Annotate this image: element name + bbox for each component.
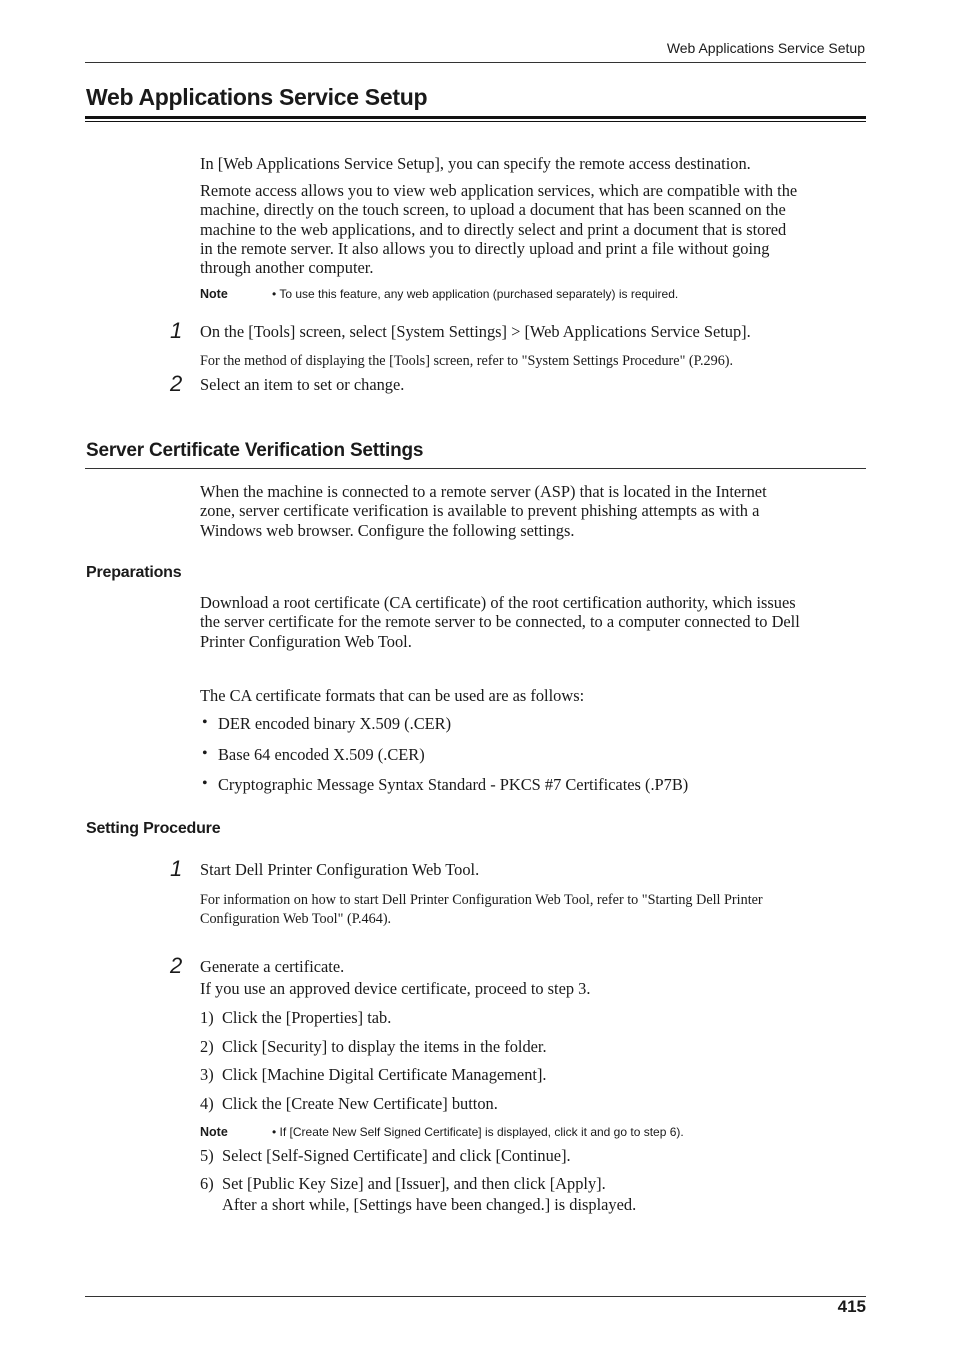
step-text: On the [Tools] screen, select [System Settings] > [Web Applications Service Setup]. (200, 322, 751, 341)
step-number: 2 (170, 953, 183, 978)
substep-text: Click the [Create New Certificate] button. (222, 1094, 498, 1113)
page-number: 415 (837, 1297, 866, 1316)
step-text: Select an item to set or change. (200, 375, 405, 394)
step-detail: For the method of displaying the [Tools] screen, refer to "System Settings Procedure" (P.296). (200, 353, 734, 369)
intro-line: Windows web browser. Configure the following settings. (200, 520, 575, 540)
note-text: • If [Create New Self Signed Certificate] is displayed, click it and go to step 6). (272, 1125, 684, 1139)
paragraph-line: the server certificate for the remote server to be connected, to a computer connected to Dell (200, 612, 800, 632)
substep-number: 3) (200, 1065, 214, 1084)
intro-line: through another computer. (200, 258, 374, 278)
intro-line: in the remote server. It also allows you to directly upload and print a file without going (200, 238, 770, 258)
step-detail (200, 891, 866, 929)
setting-procedure-heading: Setting Procedure (86, 820, 221, 837)
title-rule-thick (85, 116, 866, 119)
step-text-2: If you use an approved device certificate, proceed to step 3. (200, 979, 591, 998)
subsection-rule (85, 468, 866, 469)
subsection-intro (200, 482, 866, 540)
substep-text: Click the [Properties] tab. (222, 1008, 392, 1027)
intro-line: machine, directly on the touch screen, to upload a document that has been scanned on the (200, 200, 786, 220)
substep-number: 1) (200, 1008, 214, 1027)
title-rule-thin (85, 121, 866, 122)
intro-line: machine to the web applications, and to directly select and print a document that is stored (200, 219, 787, 239)
intro-paragraph-2 (200, 181, 866, 277)
header-rule (85, 62, 866, 63)
intro-line: Remote access allows you to view web application services, which are compatible with the (200, 181, 798, 200)
step-number: 1 (170, 318, 183, 343)
note-label: Note (200, 1125, 228, 1139)
note-text: • To use this feature, any web application (purchased separately) is required. (272, 287, 679, 301)
substep-text: Click [Security] to display the items in the folder. (222, 1037, 547, 1056)
substep-text: Select [Self-Signed Certificate] and click [Continue]. (222, 1146, 571, 1165)
bullet: • (202, 775, 208, 792)
note-label: Note (200, 287, 228, 301)
bullet: • (202, 745, 208, 762)
preparations-heading: Preparations (86, 564, 182, 581)
intro-line: When the machine is connected to a remote server (ASP) that is located in the Internet (200, 482, 767, 501)
detail-line: Configuration Web Tool" (P.464). (200, 911, 392, 927)
paragraph-line: Printer Configuration Web Tool. (200, 631, 412, 651)
substep-text: Click [Machine Digital Certificate Management]. (222, 1065, 547, 1084)
step-number: 2 (170, 371, 183, 396)
step-number: 1 (170, 856, 183, 881)
bullet-item: Base 64 encoded X.509 (.CER) (218, 745, 425, 764)
subsection-title: Server Certificate Verification Settings (86, 440, 424, 461)
formats-intro: The CA certificate formats that can be used are as follows: (200, 686, 585, 705)
footer-rule (85, 1296, 866, 1297)
running-header: Web Applications Service Setup (666, 40, 865, 56)
substep-number: 2) (200, 1037, 214, 1056)
step-text: Generate a certificate. (200, 957, 345, 976)
bullet-item: Cryptographic Message Syntax Standard - PKCS #7 Certificates (.P7B) (218, 775, 689, 794)
preparations-paragraph (200, 593, 866, 651)
step-text: Start Dell Printer Configuration Web Tool. (200, 860, 480, 879)
intro-line: zone, server certificate verification is available to prevent phishing attempts as with a (200, 501, 760, 521)
substep-number: 5) (200, 1146, 214, 1165)
bullet: • (202, 714, 208, 731)
substep-number: 4) (200, 1094, 214, 1113)
intro-paragraph-1: In [Web Applications Service Setup], you can specify the remote access destination. (200, 154, 751, 173)
detail-line: For information on how to start Dell Printer Configuration Web Tool, refer to "Starting Dell Printer (200, 892, 763, 908)
substep-text: Set [Public Key Size] and [Issuer], and then click [Apply]. (222, 1174, 606, 1193)
bullet-item: DER encoded binary X.509 (.CER) (218, 714, 452, 733)
page-title: Web Applications Service Setup (86, 84, 428, 110)
paragraph-line: Download a root certificate (CA certificate) of the root certification authority, which issues (200, 593, 796, 612)
substep-number: 6) (200, 1174, 214, 1193)
substep-text-2: After a short while, [Settings have been changed.] is displayed. (222, 1195, 637, 1214)
